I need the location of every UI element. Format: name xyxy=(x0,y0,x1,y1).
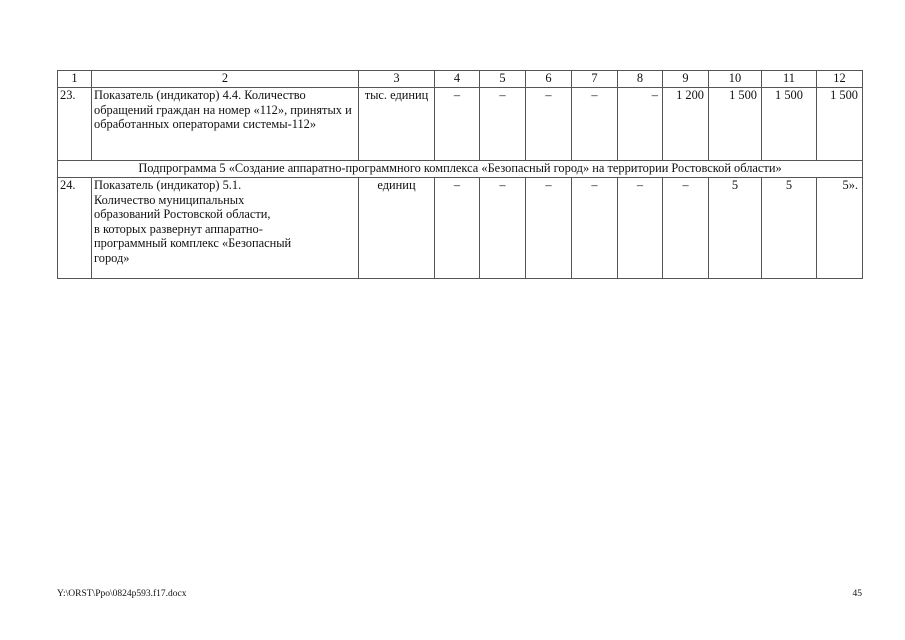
value-cell: – xyxy=(526,178,572,279)
value-cell: 5 xyxy=(762,178,817,279)
document-page xyxy=(57,70,862,279)
value-cell: – xyxy=(435,178,480,279)
indicator-name xyxy=(92,178,359,279)
unit-cell: тыс. единиц xyxy=(359,88,435,161)
subprogram-row xyxy=(58,161,863,178)
value-cell: – xyxy=(526,88,572,161)
value-cell: – xyxy=(480,88,526,161)
header-cell: 12 xyxy=(817,71,863,88)
value-cell: – xyxy=(663,178,709,279)
header-cell: 4 xyxy=(435,71,480,88)
value-cell: 5 xyxy=(709,178,762,279)
value-cell: – xyxy=(480,178,526,279)
page-number: 45 xyxy=(852,589,862,599)
value-cell: 1 500 xyxy=(817,88,863,161)
indicator-name-line: город» xyxy=(94,250,130,265)
indicator-name-line: программный комплекс «Безопасный xyxy=(94,236,292,251)
header-row xyxy=(58,71,863,88)
table-row xyxy=(58,178,863,279)
value-cell: 5». xyxy=(817,178,863,279)
indicator-name: Показатель (индикатор) 4.4. Количество обращений граждан на номер «112», принятых и обработанных операторами системы-112» xyxy=(92,88,359,161)
value-cell: 1 200 xyxy=(663,88,709,161)
value-cell: – xyxy=(618,88,663,161)
header-cell: 11 xyxy=(762,71,817,88)
header-cell: 5 xyxy=(480,71,526,88)
value-cell: – xyxy=(572,88,618,161)
indicator-name-line: Показатель (индикатор) 5.1. xyxy=(94,178,242,192)
value-cell: – xyxy=(618,178,663,279)
header-cell: 1 xyxy=(58,71,92,88)
header-cell: 9 xyxy=(663,71,709,88)
header-cell: 2 xyxy=(92,71,359,88)
header-cell: 10 xyxy=(709,71,762,88)
value-cell: – xyxy=(572,178,618,279)
indicator-name-line: образований Ростовской области, xyxy=(94,207,271,222)
indicators-table xyxy=(57,70,863,279)
value-cell: – xyxy=(435,88,480,161)
value-cell: 1 500 xyxy=(762,88,817,161)
indicator-name-line: Количество муниципальных xyxy=(94,192,245,207)
indicator-name-line: в которых развернут аппаратно- xyxy=(94,221,263,236)
subprogram-title: Подпрограмма 5 «Создание аппаратно-программного комплекса «Безопасный город» на территории Ростовской области» xyxy=(58,161,863,178)
footer-file-path: Y:\ORST\Ppo\0824p593.f17.docx xyxy=(57,589,187,599)
unit-cell: единиц xyxy=(359,178,435,279)
value-cell: 1 500 xyxy=(709,88,762,161)
row-number: 24. xyxy=(58,178,92,279)
header-cell: 8 xyxy=(618,71,663,88)
row-number: 23. xyxy=(58,88,92,161)
table-row xyxy=(58,88,863,161)
header-cell: 7 xyxy=(572,71,618,88)
header-cell: 3 xyxy=(359,71,435,88)
header-cell: 6 xyxy=(526,71,572,88)
